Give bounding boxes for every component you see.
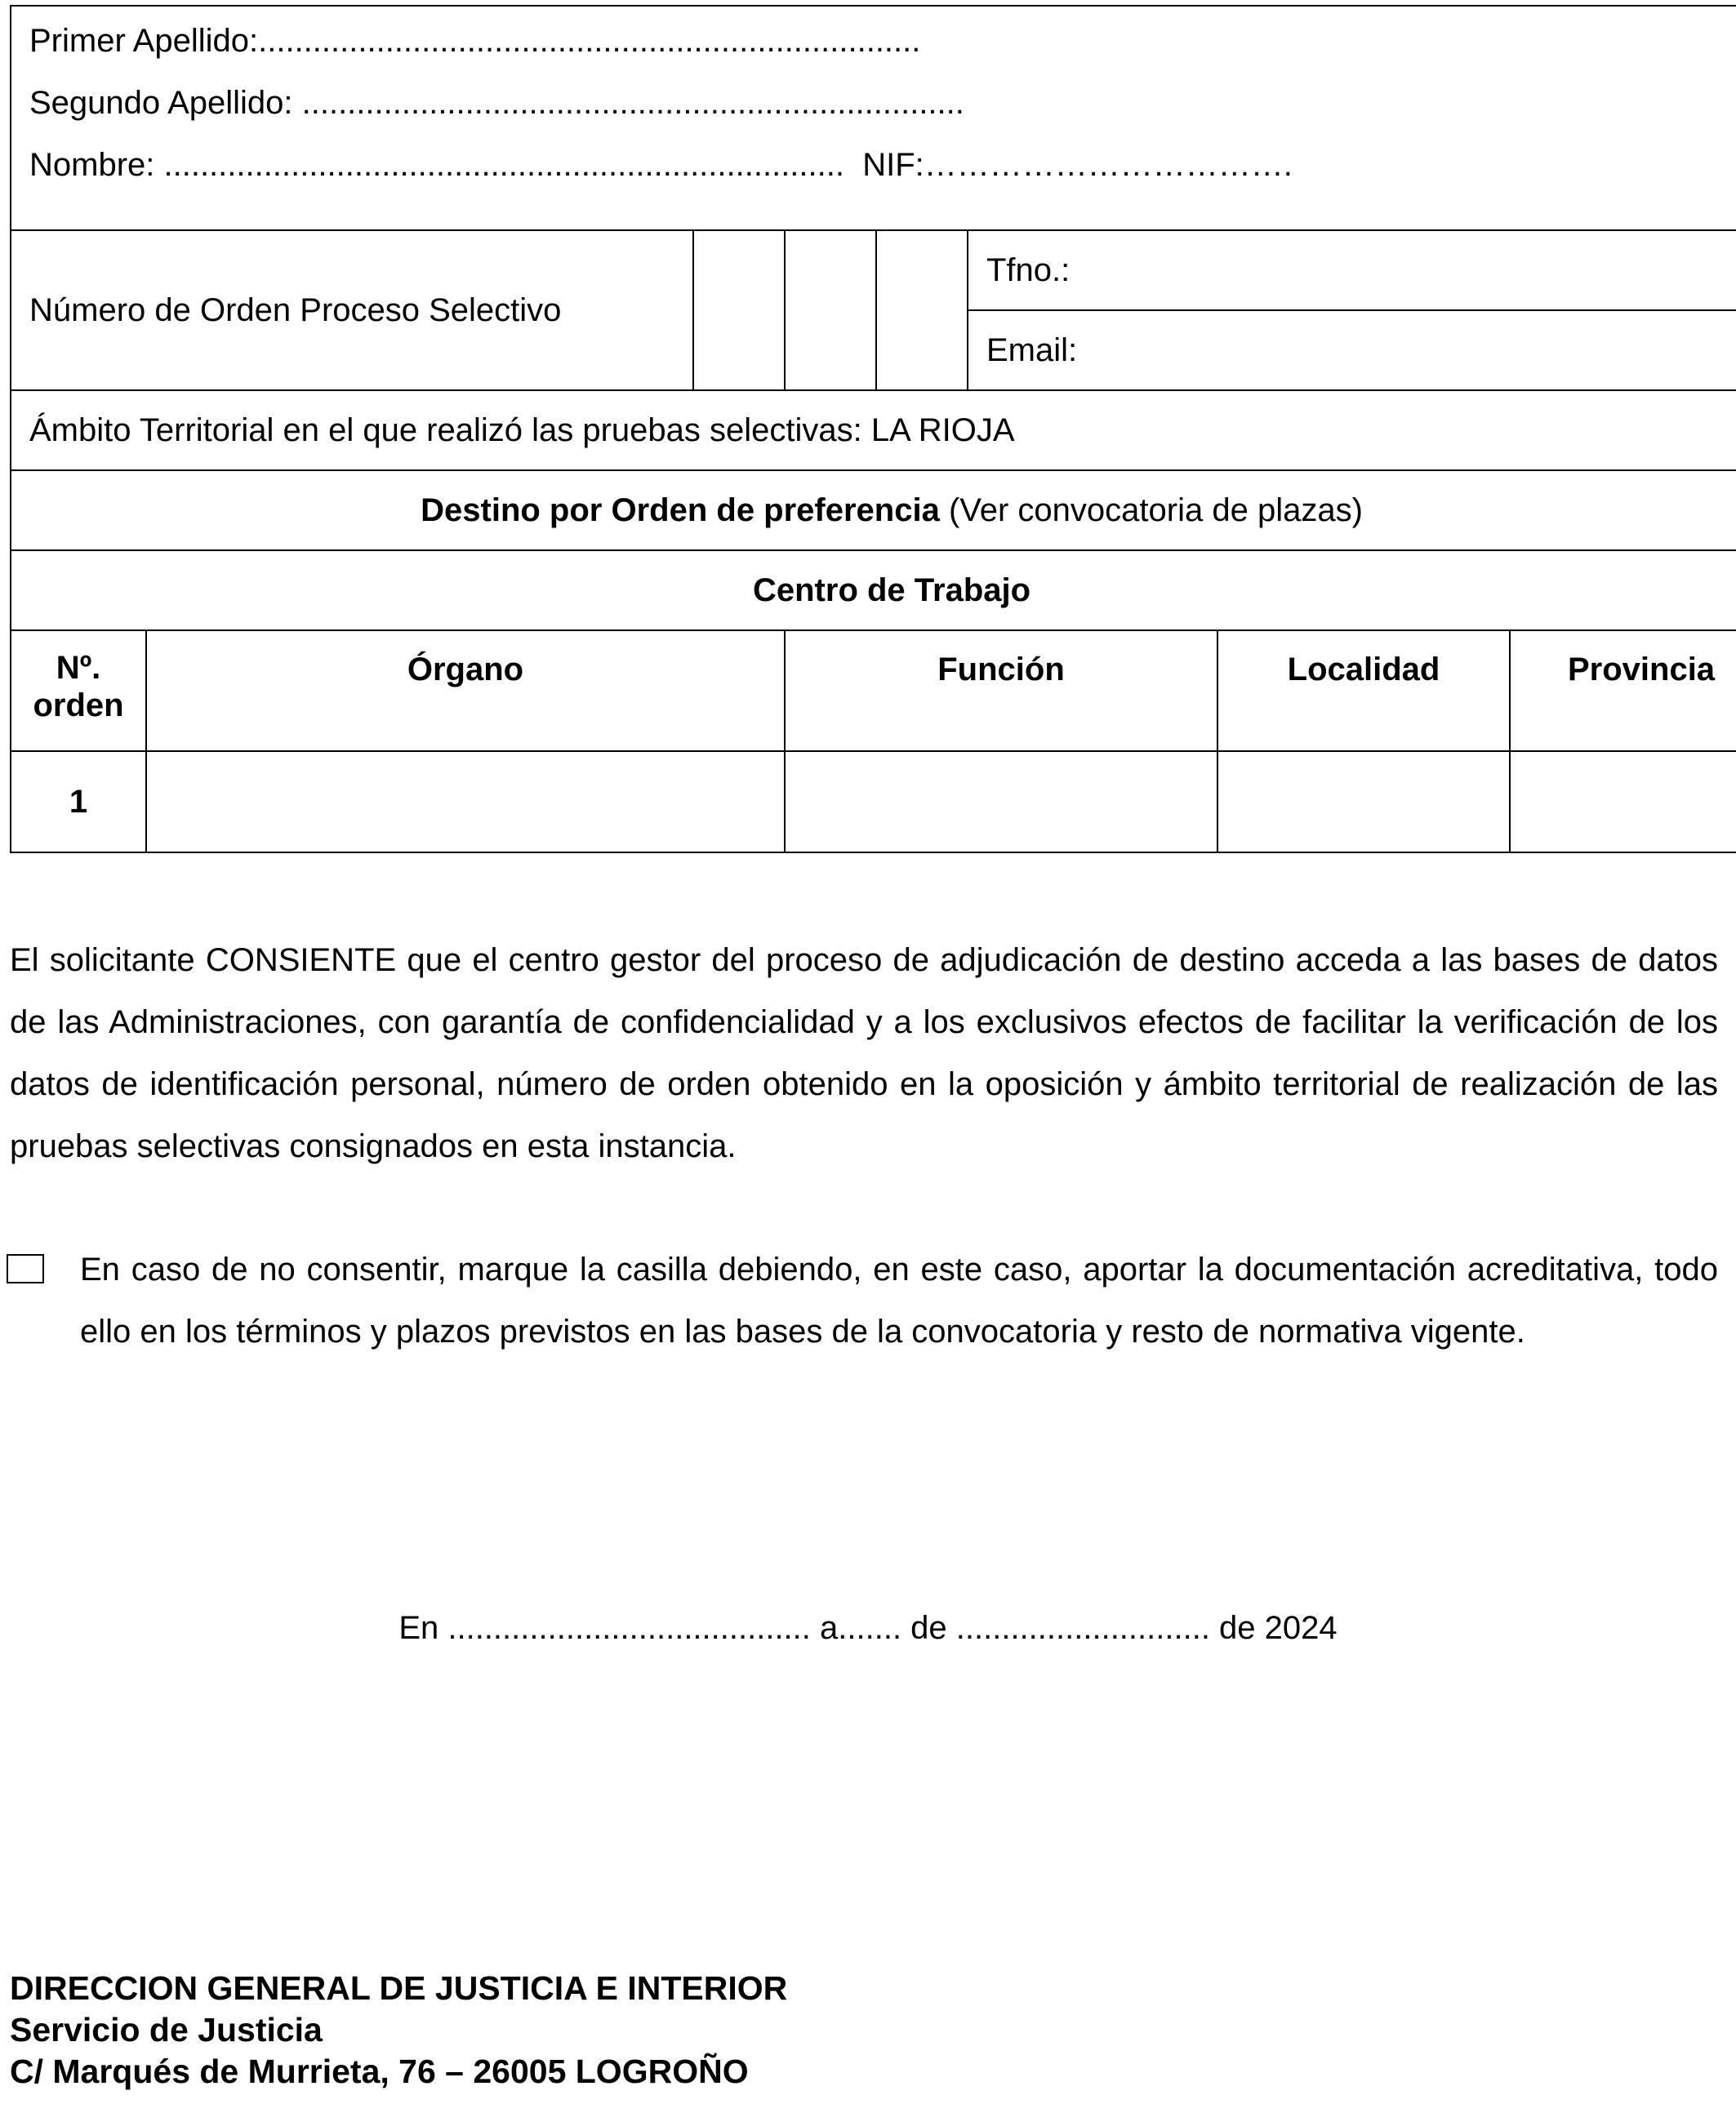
order-digit-box-1[interactable] xyxy=(693,230,785,390)
name-field[interactable]: Nombre: ........................................................................... xyxy=(29,147,844,183)
nif-field[interactable]: NIF:……………………………. xyxy=(862,147,1293,183)
col-header-organo: Órgano xyxy=(146,630,785,751)
row-organo-cell[interactable] xyxy=(146,751,785,852)
footer-street-address: C/ Marqués de Murrieta, 76 – 26005 LOGROÑO xyxy=(10,2053,749,2090)
row-funcion-cell[interactable] xyxy=(785,751,1217,852)
col-header-provincia: Provincia xyxy=(1510,630,1736,751)
footer-service: Servicio de Justicia xyxy=(10,2011,323,2048)
col-header-order: Nº. orden xyxy=(11,630,146,751)
row-order-number: 1 xyxy=(11,751,146,852)
table-row xyxy=(11,751,1736,852)
footer-address xyxy=(10,1968,787,2093)
date-place-line[interactable]: En ........................................ a....... de ............................ de 2024 xyxy=(398,1610,1338,1646)
col-header-funcion: Función xyxy=(785,630,1217,751)
order-digit-box-3[interactable] xyxy=(876,230,968,390)
second-surname-field[interactable]: Segundo Apellido: ......................................................................... xyxy=(29,85,964,121)
order-digit-box-2[interactable] xyxy=(785,230,876,390)
first-surname-field[interactable]: Primer Apellido:......................................................................... xyxy=(29,23,921,59)
name-nif-line xyxy=(29,134,1736,196)
consent-paragraph: El solicitante CONSIENTE que el centro gestor del proceso de adjudicación de destino acceda a las bases de datos de las Administraciones, con garantía de confidencialidad y a los exclusivos efectos de facilitar la verificación de los datos de identificación personal, número de orden obtenido en la oposición y ámbito territorial de realización de las pruebas selectivas consignados en esta instancia. xyxy=(10,942,1718,1164)
opt-out-checkbox[interactable] xyxy=(7,1254,44,1283)
row-provincia-cell[interactable] xyxy=(1510,751,1736,852)
destination-title-note: (Ver convocatoria de plazas) xyxy=(939,492,1363,528)
opt-out-paragraph: En caso de no consentir, marque la casilla debiendo, en este caso, aportar la documentación acreditativa, todo ello en los términos y plazos previstos en las bases de la convocatoria y resto de normativa vigente. xyxy=(80,1252,1718,1350)
work-center-header: Centro de Trabajo xyxy=(11,550,1736,630)
row-localidad-cell[interactable] xyxy=(1217,751,1510,852)
applicant-identity-cell xyxy=(11,6,1736,230)
phone-field[interactable]: Tfno.: xyxy=(968,230,1736,310)
order-number-label: Número de Orden Proceso Selectivo xyxy=(11,230,693,390)
territorial-scope: Ámbito Territorial en el que realizó las pruebas selectivas: LA RIOJA xyxy=(11,390,1736,470)
application-form-table xyxy=(10,5,1736,853)
destination-title-bold: Destino por Orden de preferencia xyxy=(421,492,940,528)
destination-title xyxy=(11,470,1736,550)
col-header-localidad: Localidad xyxy=(1217,630,1510,751)
email-field[interactable]: Email: xyxy=(968,310,1736,390)
footer-department: DIRECCION GENERAL DE JUSTICIA E INTERIOR xyxy=(10,1969,788,2007)
